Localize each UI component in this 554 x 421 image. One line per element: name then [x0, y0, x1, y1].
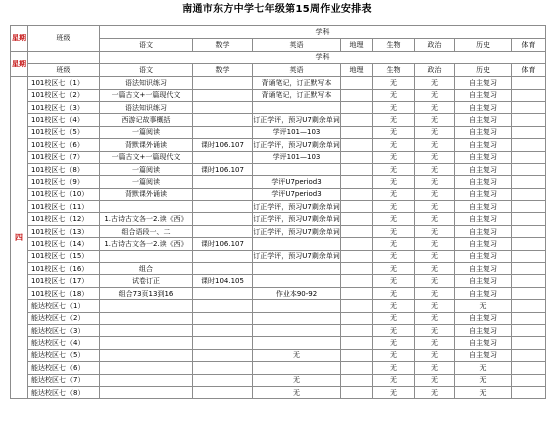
chinese-cell: 一篇阅读: [100, 176, 193, 188]
biology-cell: 无: [373, 337, 415, 349]
chinese-cell: 组合73页13到16: [100, 287, 193, 299]
politics-cell: 无: [415, 114, 455, 126]
math-cell: [193, 213, 253, 225]
english-cell: [253, 362, 341, 374]
subject-header-politics: 政治: [415, 38, 455, 51]
politics-cell: 无: [415, 287, 455, 299]
english-cell: [253, 101, 341, 113]
chinese-cell: 西游记故事概括: [100, 114, 193, 126]
biology-cell: 无: [373, 312, 415, 324]
subject-header-english: 英语: [253, 38, 341, 51]
pe-cell: [512, 126, 546, 138]
table-body: [11, 26, 546, 399]
class-cell: 101校区七（9）: [28, 176, 100, 188]
geography-cell: [341, 89, 373, 101]
class-cell: 101校区七（13）: [28, 225, 100, 237]
pe-cell: [512, 163, 546, 175]
subject-header-chinese: 语文: [100, 38, 193, 51]
chinese-cell: 一篇古文+一篇现代文: [100, 151, 193, 163]
history-cell: 自主复习: [455, 77, 512, 89]
header-row-subjects-repeat: [11, 64, 546, 77]
subject-header-geography: 地理: [341, 38, 373, 51]
biology-cell: 无: [373, 77, 415, 89]
pe-cell: [512, 362, 546, 374]
english-cell: [253, 300, 341, 312]
geography-cell: [341, 238, 373, 250]
biology-cell: 无: [373, 225, 415, 237]
table-row: [11, 287, 546, 299]
geography-cell: [341, 250, 373, 262]
table-row: [11, 374, 546, 386]
geography-cell: [341, 163, 373, 175]
math-cell: 课时106.107: [193, 238, 253, 250]
english-cell: [253, 325, 341, 337]
table-row: [11, 337, 546, 349]
biology-cell: 无: [373, 213, 415, 225]
history-cell: 自主复习: [455, 312, 512, 324]
history-cell: 自主复习: [455, 325, 512, 337]
politics-cell: 无: [415, 275, 455, 287]
pe-cell: [512, 89, 546, 101]
geography-cell: [341, 300, 373, 312]
class-cell: 101校区七（10）: [28, 188, 100, 200]
biology-cell: 无: [373, 101, 415, 113]
english-cell: [253, 337, 341, 349]
class-cell: 能达校区七（5）: [28, 349, 100, 361]
table-row: [11, 238, 546, 250]
math-cell: [193, 176, 253, 188]
biology-cell: 无: [373, 300, 415, 312]
english-cell: [253, 238, 341, 250]
math-cell: [193, 312, 253, 324]
math-cell: [193, 126, 253, 138]
politics-cell: 无: [415, 201, 455, 213]
geography-cell: [341, 176, 373, 188]
chinese-cell: [100, 250, 193, 262]
header-row-subject-group-repeat: [11, 51, 546, 64]
day-of-week-cell: 四: [11, 77, 28, 399]
biology-cell: 无: [373, 188, 415, 200]
history-cell: 自主复习: [455, 89, 512, 101]
class-cell: 101校区七（7）: [28, 151, 100, 163]
pe-cell: [512, 337, 546, 349]
class-cell: 能达校区七（7）: [28, 374, 100, 386]
politics-cell: 无: [415, 188, 455, 200]
pe-cell: [512, 287, 546, 299]
english-cell: 订正学评，预习U7剩余单词: [253, 139, 341, 151]
math-cell: [193, 325, 253, 337]
politics-cell: 无: [415, 89, 455, 101]
class-cell: 101校区七（16）: [28, 263, 100, 275]
biology-cell: 无: [373, 176, 415, 188]
pe-cell: [512, 176, 546, 188]
table-row: [11, 225, 546, 237]
biology-cell: 无: [373, 126, 415, 138]
english-cell: [253, 263, 341, 275]
biology-cell: 无: [373, 139, 415, 151]
politics-cell: 无: [415, 176, 455, 188]
pe-cell: [512, 225, 546, 237]
politics-cell: 无: [415, 126, 455, 138]
math-cell: 课时104.105: [193, 275, 253, 287]
history-cell: 自主复习: [455, 163, 512, 175]
pe-cell: [512, 188, 546, 200]
math-cell: [193, 287, 253, 299]
class-cell: 能达校区七（1）: [28, 300, 100, 312]
class-cell: 能达校区七（3）: [28, 325, 100, 337]
class-cell: 101校区七（6）: [28, 139, 100, 151]
geography-cell: [341, 225, 373, 237]
math-cell: [193, 188, 253, 200]
pe-cell: [512, 250, 546, 262]
subject-header-history-repeat: 历史: [455, 64, 512, 77]
geography-cell: [341, 362, 373, 374]
politics-cell: 无: [415, 101, 455, 113]
table-row: [11, 114, 546, 126]
math-cell: [193, 263, 253, 275]
subject-header-history: 历史: [455, 38, 512, 51]
geography-cell: [341, 101, 373, 113]
politics-cell: 无: [415, 349, 455, 361]
biology-cell: 无: [373, 163, 415, 175]
chinese-cell: 一篇阅读: [100, 163, 193, 175]
subject-header-pe: 体育: [512, 38, 546, 51]
politics-cell: 无: [415, 77, 455, 89]
table-row: [11, 349, 546, 361]
history-cell: 无: [455, 386, 512, 398]
table-row: [11, 188, 546, 200]
subject-header-geography-repeat: 地理: [341, 64, 373, 77]
subjects-group-header-repeat: 学科: [100, 51, 546, 64]
english-cell: 无: [253, 386, 341, 398]
class-cell: 101校区七（14）: [28, 238, 100, 250]
class-header-repeat: 班级: [28, 64, 100, 77]
chinese-cell: [100, 201, 193, 213]
subject-header-biology-repeat: 生物: [373, 64, 415, 77]
english-cell: 订正学评，预习U7剩余单词: [253, 250, 341, 262]
geography-cell: [341, 325, 373, 337]
politics-cell: 无: [415, 312, 455, 324]
chinese-cell: [100, 386, 193, 398]
english-cell: [253, 275, 341, 287]
table-row: [11, 362, 546, 374]
math-cell: [193, 300, 253, 312]
history-cell: 自主复习: [455, 139, 512, 151]
history-cell: 自主复习: [455, 213, 512, 225]
subject-header-math: 数学: [193, 38, 253, 51]
pe-cell: [512, 151, 546, 163]
table-row: [11, 386, 546, 398]
history-cell: 自主复习: [455, 114, 512, 126]
english-cell: 无: [253, 374, 341, 386]
class-cell: 101校区七（5）: [28, 126, 100, 138]
table-row: [11, 250, 546, 262]
politics-cell: 无: [415, 386, 455, 398]
chinese-cell: 语法知识练习: [100, 77, 193, 89]
biology-cell: 无: [373, 250, 415, 262]
class-cell: 101校区七（12）: [28, 213, 100, 225]
english-cell: 学评U7period3: [253, 188, 341, 200]
history-cell: 自主复习: [455, 188, 512, 200]
table-row: [11, 139, 546, 151]
header-row-subject-group: [11, 26, 546, 39]
math-cell: [193, 386, 253, 398]
pe-cell: [512, 101, 546, 113]
math-cell: [193, 349, 253, 361]
politics-cell: 无: [415, 163, 455, 175]
history-cell: 自主复习: [455, 201, 512, 213]
weekday-header-repeat: 星期: [11, 51, 28, 77]
history-cell: 无: [455, 300, 512, 312]
table-row: [11, 325, 546, 337]
geography-cell: [341, 386, 373, 398]
class-cell: 能达校区七（8）: [28, 386, 100, 398]
class-cell: 能达校区七（2）: [28, 312, 100, 324]
history-cell: 自主复习: [455, 287, 512, 299]
history-cell: 自主复习: [455, 225, 512, 237]
chinese-cell: 1.古诗古文各一2.读《西》: [100, 213, 193, 225]
biology-cell: 无: [373, 362, 415, 374]
history-cell: 自主复习: [455, 337, 512, 349]
geography-cell: [341, 126, 373, 138]
table-row: [11, 101, 546, 113]
politics-cell: 无: [415, 300, 455, 312]
table-row: [11, 201, 546, 213]
math-cell: [193, 89, 253, 101]
english-cell: 无: [253, 349, 341, 361]
history-cell: 自主复习: [455, 238, 512, 250]
history-cell: 自主复习: [455, 349, 512, 361]
chinese-cell: 背默课外诵读: [100, 188, 193, 200]
pe-cell: [512, 386, 546, 398]
subjects-group-header: 学科: [100, 26, 546, 39]
math-cell: [193, 374, 253, 386]
biology-cell: 无: [373, 201, 415, 213]
math-cell: [193, 362, 253, 374]
english-cell: 订正学评，预习U7剩余单词: [253, 225, 341, 237]
pe-cell: [512, 325, 546, 337]
history-cell: 自主复习: [455, 275, 512, 287]
chinese-cell: 试卷订正: [100, 275, 193, 287]
subject-header-chinese-repeat: 语文: [100, 64, 193, 77]
table-row: [11, 163, 546, 175]
subject-header-biology: 生物: [373, 38, 415, 51]
geography-cell: [341, 374, 373, 386]
history-cell: 自主复习: [455, 250, 512, 262]
history-cell: 自主复习: [455, 263, 512, 275]
table-row: [11, 89, 546, 101]
geography-cell: [341, 337, 373, 349]
table-row: [11, 126, 546, 138]
biology-cell: 无: [373, 263, 415, 275]
class-cell: 101校区七（4）: [28, 114, 100, 126]
table-row: [11, 300, 546, 312]
table-row: [11, 176, 546, 188]
politics-cell: 无: [415, 238, 455, 250]
math-cell: [193, 101, 253, 113]
english-cell: 订正学评，预习U7剩余单词: [253, 114, 341, 126]
geography-cell: [341, 213, 373, 225]
geography-cell: [341, 77, 373, 89]
biology-cell: 无: [373, 238, 415, 250]
math-cell: [193, 225, 253, 237]
pe-cell: [512, 77, 546, 89]
geography-cell: [341, 263, 373, 275]
chinese-cell: 语法知识练习: [100, 101, 193, 113]
biology-cell: 无: [373, 275, 415, 287]
pe-cell: [512, 349, 546, 361]
math-cell: 课时106.107: [193, 139, 253, 151]
class-cell: 能达校区七（4）: [28, 337, 100, 349]
biology-cell: 无: [373, 151, 415, 163]
biology-cell: 无: [373, 89, 415, 101]
history-cell: 无: [455, 362, 512, 374]
table-row: [11, 263, 546, 275]
chinese-cell: 一篇古文+一篇现代文: [100, 89, 193, 101]
math-cell: [193, 151, 253, 163]
math-cell: [193, 201, 253, 213]
english-cell: 学评101—103: [253, 151, 341, 163]
english-cell: 学评101—103: [253, 126, 341, 138]
class-cell: 能达校区七（6）: [28, 362, 100, 374]
geography-cell: [341, 201, 373, 213]
chinese-cell: [100, 349, 193, 361]
geography-cell: [341, 188, 373, 200]
pe-cell: [512, 213, 546, 225]
class-cell: 101校区七（15）: [28, 250, 100, 262]
table-row: [11, 77, 546, 89]
politics-cell: 无: [415, 263, 455, 275]
table-row: [11, 213, 546, 225]
geography-cell: [341, 151, 373, 163]
math-cell: [193, 114, 253, 126]
pe-cell: [512, 374, 546, 386]
politics-cell: 无: [415, 213, 455, 225]
homework-table: [10, 25, 546, 399]
biology-cell: 无: [373, 287, 415, 299]
chinese-cell: [100, 374, 193, 386]
english-cell: 背诵笔记，订正默写本: [253, 77, 341, 89]
class-cell: 101校区七（2）: [28, 89, 100, 101]
politics-cell: 无: [415, 362, 455, 374]
class-cell: 101校区七（11）: [28, 201, 100, 213]
biology-cell: 无: [373, 325, 415, 337]
history-cell: 自主复习: [455, 151, 512, 163]
class-cell: 101校区七（1）: [28, 77, 100, 89]
pe-cell: [512, 201, 546, 213]
politics-cell: 无: [415, 250, 455, 262]
geography-cell: [341, 139, 373, 151]
chinese-cell: 组合语段一、二: [100, 225, 193, 237]
pe-cell: [512, 238, 546, 250]
chinese-cell: 1.古诗古文各一2.读《西》: [100, 238, 193, 250]
class-cell: 101校区七（3）: [28, 101, 100, 113]
math-cell: 课时106.107: [193, 163, 253, 175]
english-cell: 订正学评，预习U7剩余单词: [253, 201, 341, 213]
english-cell: [253, 312, 341, 324]
chinese-cell: [100, 300, 193, 312]
english-cell: 作业本90-92: [253, 287, 341, 299]
pe-cell: [512, 275, 546, 287]
chinese-cell: 一篇阅读: [100, 126, 193, 138]
geography-cell: [341, 349, 373, 361]
subject-header-pe-repeat: 体育: [512, 64, 546, 77]
class-cell: 101校区七（18）: [28, 287, 100, 299]
history-cell: 自主复习: [455, 176, 512, 188]
chinese-cell: 背默课外诵读: [100, 139, 193, 151]
history-cell: 自主复习: [455, 101, 512, 113]
biology-cell: 无: [373, 114, 415, 126]
pe-cell: [512, 263, 546, 275]
chinese-cell: [100, 337, 193, 349]
geography-cell: [341, 287, 373, 299]
chinese-cell: [100, 325, 193, 337]
math-cell: [193, 250, 253, 262]
math-cell: [193, 77, 253, 89]
biology-cell: 无: [373, 374, 415, 386]
chinese-cell: [100, 312, 193, 324]
subject-header-math-repeat: 数学: [193, 64, 253, 77]
politics-cell: 无: [415, 139, 455, 151]
biology-cell: 无: [373, 386, 415, 398]
sheet-title: 南通市东方中学七年级第15周作业安排表: [182, 4, 372, 15]
geography-cell: [341, 312, 373, 324]
geography-cell: [341, 114, 373, 126]
table-row: [11, 275, 546, 287]
politics-cell: 无: [415, 225, 455, 237]
english-cell: 订正学评，预习U7剩余单词: [253, 213, 341, 225]
subject-header-politics-repeat: 政治: [415, 64, 455, 77]
chinese-cell: [100, 362, 193, 374]
pe-cell: [512, 300, 546, 312]
class-cell: 101校区七（17）: [28, 275, 100, 287]
english-cell: [253, 163, 341, 175]
politics-cell: 无: [415, 151, 455, 163]
math-cell: [193, 337, 253, 349]
table-row: [11, 151, 546, 163]
weekday-header: 星期: [11, 26, 28, 52]
politics-cell: 无: [415, 374, 455, 386]
politics-cell: 无: [415, 325, 455, 337]
history-cell: 无: [455, 374, 512, 386]
subject-header-english-repeat: 英语: [253, 64, 341, 77]
pe-cell: [512, 312, 546, 324]
pe-cell: [512, 139, 546, 151]
politics-cell: 无: [415, 337, 455, 349]
pe-cell: [512, 114, 546, 126]
class-header: 班级: [28, 26, 100, 52]
chinese-cell: 组合: [100, 263, 193, 275]
table-row: [11, 312, 546, 324]
english-cell: 学评U7period3: [253, 176, 341, 188]
geography-cell: [341, 275, 373, 287]
class-cell: 101校区七（8）: [28, 163, 100, 175]
history-cell: 自主复习: [455, 126, 512, 138]
class-header-blank: [28, 51, 100, 64]
english-cell: 背诵笔记，订正默写本: [253, 89, 341, 101]
biology-cell: 无: [373, 349, 415, 361]
